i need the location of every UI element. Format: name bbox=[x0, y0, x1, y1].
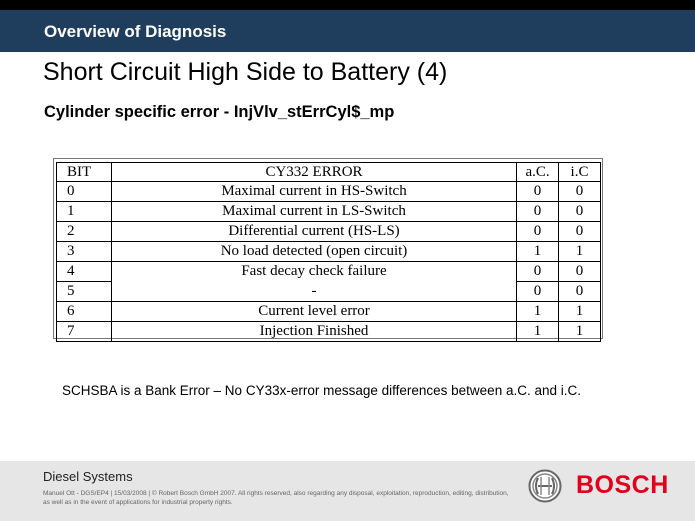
table-row bbox=[57, 262, 601, 282]
cell-error: - bbox=[111, 282, 516, 302]
cell-bit: 1 bbox=[57, 202, 112, 222]
cell-bit: 2 bbox=[57, 222, 112, 242]
cell-bit: 7 bbox=[57, 322, 112, 342]
cell-error: Fast decay check failure bbox=[111, 262, 516, 282]
table-row bbox=[57, 242, 601, 262]
table-row bbox=[57, 182, 601, 202]
table-header-row bbox=[57, 163, 601, 182]
cell-bit: 0 bbox=[57, 182, 112, 202]
cell-ac: 0 bbox=[517, 282, 559, 302]
slide-title: Short Circuit High Side to Battery (4) bbox=[43, 58, 448, 86]
cell-ic: 0 bbox=[559, 282, 601, 302]
cell-bit: 4 bbox=[57, 262, 112, 282]
cell-ac: 0 bbox=[517, 182, 559, 202]
footer-division: Diesel Systems bbox=[43, 469, 133, 484]
cell-ic: 0 bbox=[559, 222, 601, 242]
cell-ic: 1 bbox=[559, 322, 601, 342]
cell-ic: 0 bbox=[559, 202, 601, 222]
cell-ac: 1 bbox=[517, 302, 559, 322]
cell-error: Injection Finished bbox=[111, 322, 516, 342]
cell-ic: 0 bbox=[559, 182, 601, 202]
cell-error: No load detected (open circuit) bbox=[111, 242, 516, 262]
bosch-logo-text: BOSCH bbox=[576, 471, 669, 499]
cell-ic: 0 bbox=[559, 262, 601, 282]
table-row bbox=[57, 222, 601, 242]
error-table bbox=[56, 162, 601, 342]
table-row bbox=[57, 202, 601, 222]
cell-error: Differential current (HS-LS) bbox=[111, 222, 516, 242]
header-ac: a.C. bbox=[517, 163, 559, 182]
cell-bit: 5 bbox=[57, 282, 112, 302]
cell-ac: 0 bbox=[517, 222, 559, 242]
cell-bit: 3 bbox=[57, 242, 112, 262]
footer-legal: Manuel Ott - DGS/EP4 | 15/03/2008 | © Robert Bosch GmbH 2007. All rights reserved, also regarding any disposal, exploitation, reproduction, editing, distribution, as well as in the event of applications for industrial property rights. bbox=[43, 490, 509, 506]
slide-header bbox=[0, 10, 695, 52]
table-row bbox=[57, 282, 601, 302]
note-text: SCHSBA is a Bank Error – No CY33x-error message differences between a.C. and i.C. bbox=[62, 383, 581, 398]
table-row bbox=[57, 322, 601, 342]
slide-subtitle: Cylinder specific error - InjVlv_stErrCyl$_mp bbox=[44, 103, 395, 121]
cell-ic: 1 bbox=[559, 242, 601, 262]
cell-error: Maximal current in HS-Switch bbox=[111, 182, 516, 202]
header-error: CY332 ERROR bbox=[111, 163, 516, 182]
cell-error: Maximal current in LS-Switch bbox=[111, 202, 516, 222]
cell-ac: 1 bbox=[517, 322, 559, 342]
header-ic: i.C bbox=[559, 163, 601, 182]
cell-ac: 0 bbox=[517, 202, 559, 222]
cell-error: Current level error bbox=[111, 302, 516, 322]
bosch-armature-icon bbox=[528, 469, 562, 503]
cell-ac: 0 bbox=[517, 262, 559, 282]
cell-bit: 6 bbox=[57, 302, 112, 322]
header-bit: BIT bbox=[57, 163, 112, 182]
cell-ic: 1 bbox=[559, 302, 601, 322]
top-band bbox=[0, 0, 695, 10]
header-title: Overview of Diagnosis bbox=[44, 22, 227, 41]
table-row bbox=[57, 302, 601, 322]
cell-ac: 1 bbox=[517, 242, 559, 262]
